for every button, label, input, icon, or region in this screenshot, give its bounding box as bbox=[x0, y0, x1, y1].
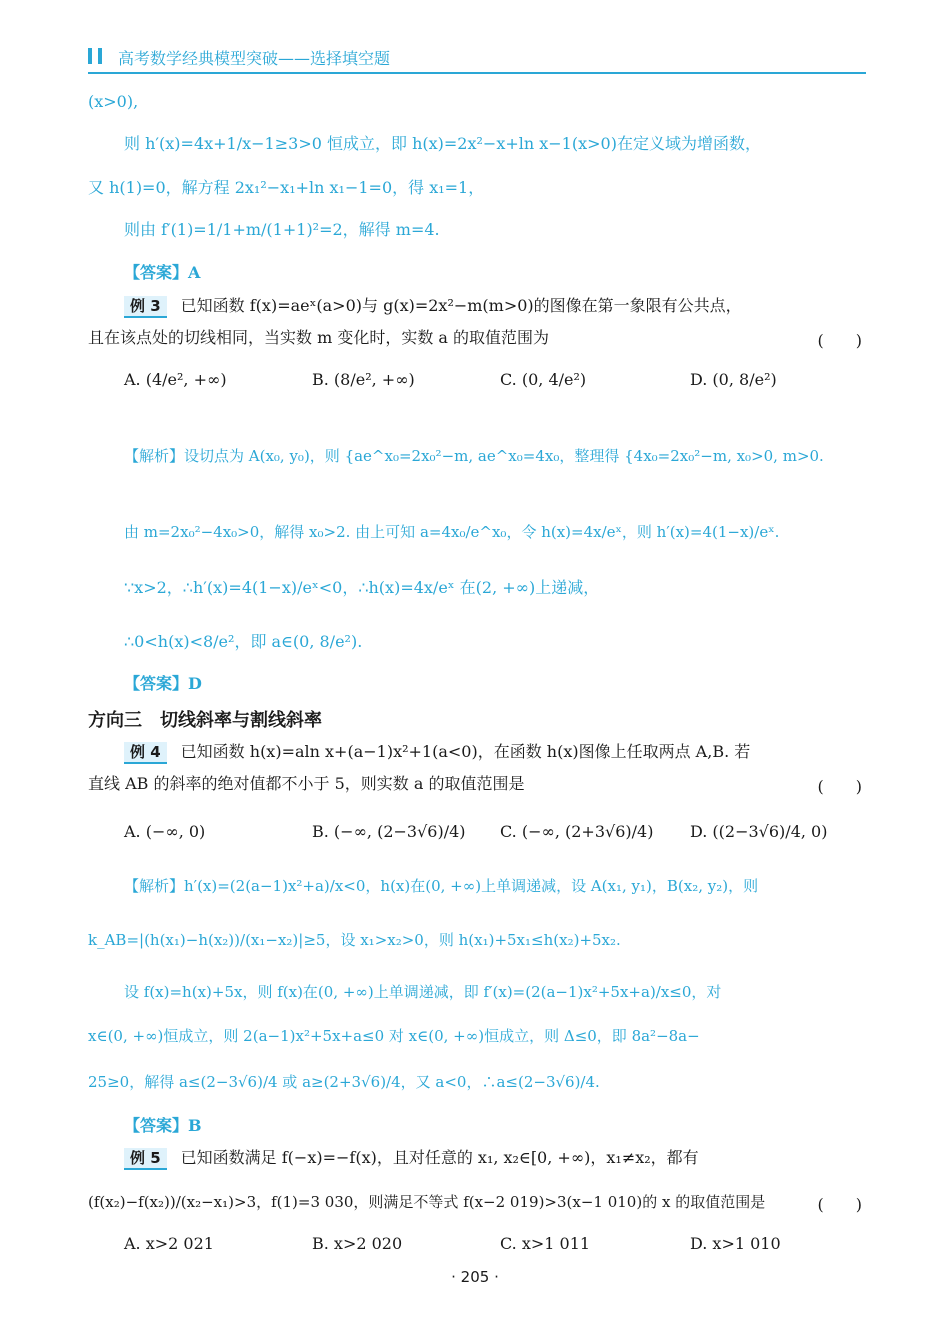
option-d: D. (0, 8/e²) bbox=[690, 370, 777, 389]
answer-label: 【答案】D bbox=[124, 674, 202, 693]
solution-line: 25≥0，解得 a≤(2−3√6)/4 或 a≥(2+3√6)/4，又 a<0，∴a≤(2−3√6)/4. bbox=[88, 1073, 600, 1091]
solution-line: x∈(0, +∞)恒成立，则 2(a−1)x²+5x+a≤0 对 x∈(0, +∞)恒成立，则 Δ≤0，即 8a²−8a− bbox=[88, 1027, 700, 1045]
example-4-paren: ( ) bbox=[817, 777, 862, 796]
option-c: C. (−∞, (2+3√6)/4) bbox=[500, 822, 654, 841]
option-a: A. (−∞, 0) bbox=[124, 822, 206, 841]
solution-line: 又 h(1)=0，解方程 2x₁²−x₁+ln x₁−1=0，得 x₁=1， bbox=[88, 178, 485, 197]
option-d: D. ((2−3√6)/4, 0) bbox=[690, 822, 828, 841]
example-5-stem bbox=[124, 1148, 904, 1170]
example-4-badge: 例 4 bbox=[124, 742, 167, 764]
example-3-paren: ( ) bbox=[817, 331, 862, 350]
option-a: A. (4/e², +∞) bbox=[124, 370, 227, 389]
option-c: C. (0, 4/e²) bbox=[500, 370, 587, 389]
option-b: B. x>2 020 bbox=[312, 1234, 403, 1253]
answer-label: 【答案】A bbox=[124, 263, 201, 282]
example-3-stem bbox=[124, 296, 904, 318]
example-3-text: 已知函数 f(x)=aeˣ(a>0)与 g(x)=2x²−m(m>0)的图像在第一象限有公共点， bbox=[180, 296, 742, 315]
example-5-badge: 例 5 bbox=[124, 1148, 167, 1170]
example-5-text2: (f(x₂)−f(x₂))/(x₂−x₁)>3，f(1)=3 030，则满足不等式 f(x−2 019)>3(x−1 010)的 x 的取值范围是 bbox=[88, 1193, 766, 1211]
solution-line: k_AB=|(h(x₁)−h(x₂))/(x₁−x₂)|≥5，设 x₁>x₂>0，则 h(x₁)+5x₁≤h(x₂)+5x₂. bbox=[88, 931, 621, 949]
page-number: · 205 · bbox=[451, 1268, 499, 1286]
example-4-text: 已知函数 h(x)=aln x+(a−1)x²+1(a<0)，在函数 h(x)图像上任取两点 A,B. 若 bbox=[180, 742, 751, 761]
option-b: B. (−∞, (2−3√6)/4) bbox=[312, 822, 466, 841]
header-bars-icon bbox=[88, 48, 108, 68]
page-header bbox=[88, 42, 866, 74]
solution-line: 则 h′(x)=4x+1/x−1≥3>0 恒成立，即 h(x)=2x²−x+ln x−1(x>0)在定义域为增函数， bbox=[124, 134, 761, 153]
solution-line: 【解析】h′(x)=(2(a−1)x²+a)/x<0，h(x)在(0, +∞)上单调递减，设 A(x₁, y₁)，B(x₂, y₂)，则 bbox=[124, 877, 759, 895]
solution-line: ∴0<h(x)<8/e²，即 a∈(0, 8/e²). bbox=[124, 632, 363, 651]
option-a: A. x>2 021 bbox=[124, 1234, 214, 1253]
option-b: B. (8/e², +∞) bbox=[312, 370, 415, 389]
solution-line: 则由 f′(1)=1/1+m/(1+1)²=2，解得 m=4. bbox=[124, 220, 440, 239]
solution-line: (x>0), bbox=[88, 92, 139, 111]
example-3-badge: 例 3 bbox=[124, 296, 167, 318]
example-5-text: 已知函数满足 f(−x)=−f(x)，且对任意的 x₁, x₂∈[0, +∞)，x₁≠x₂，都有 bbox=[180, 1148, 699, 1167]
example-5-paren: ( ) bbox=[817, 1195, 862, 1214]
option-d: D. x>1 010 bbox=[690, 1234, 781, 1253]
section-heading: 方向三 切线斜率与割线斜率 bbox=[88, 710, 322, 731]
header-title: 高考数学经典模型突破——选择填空题 bbox=[118, 49, 391, 68]
example-4-text2: 直线 AB 的斜率的绝对值都不小于 5，则实数 a 的取值范围是 bbox=[88, 774, 525, 793]
solution-line: 设 f(x)=h(x)+5x，则 f(x)在(0, +∞)上单调递减，即 f′(x)=(2(a−1)x²+5x+a)/x≤0，对 bbox=[124, 983, 722, 1001]
solution-line: ∵x>2，∴h′(x)=4(1−x)/eˣ<0，∴h(x)=4x/eˣ 在(2, +∞)上递减， bbox=[124, 578, 600, 597]
answer-label: 【答案】B bbox=[124, 1116, 202, 1135]
example-3-text2: 且在该点处的切线相同，当实数 m 变化时，实数 a 的取值范围为 bbox=[88, 328, 550, 347]
option-c: C. x>1 011 bbox=[500, 1234, 591, 1253]
solution-line: 【解析】设切点为 A(x₀, y₀)，则 {ae^x₀=2x₀²−m, ae^x₀=4x₀，整理得 {4x₀=2x₀²−m, x₀>0, m>0. bbox=[124, 447, 824, 465]
solution-line: 由 m=2x₀²−4x₀>0，解得 x₀>2. 由上可知 a=4x₀/e^x₀，令 h(x)=4x/eˣ，则 h′(x)=4(1−x)/eˣ. bbox=[124, 523, 780, 541]
example-4-stem bbox=[124, 742, 904, 764]
